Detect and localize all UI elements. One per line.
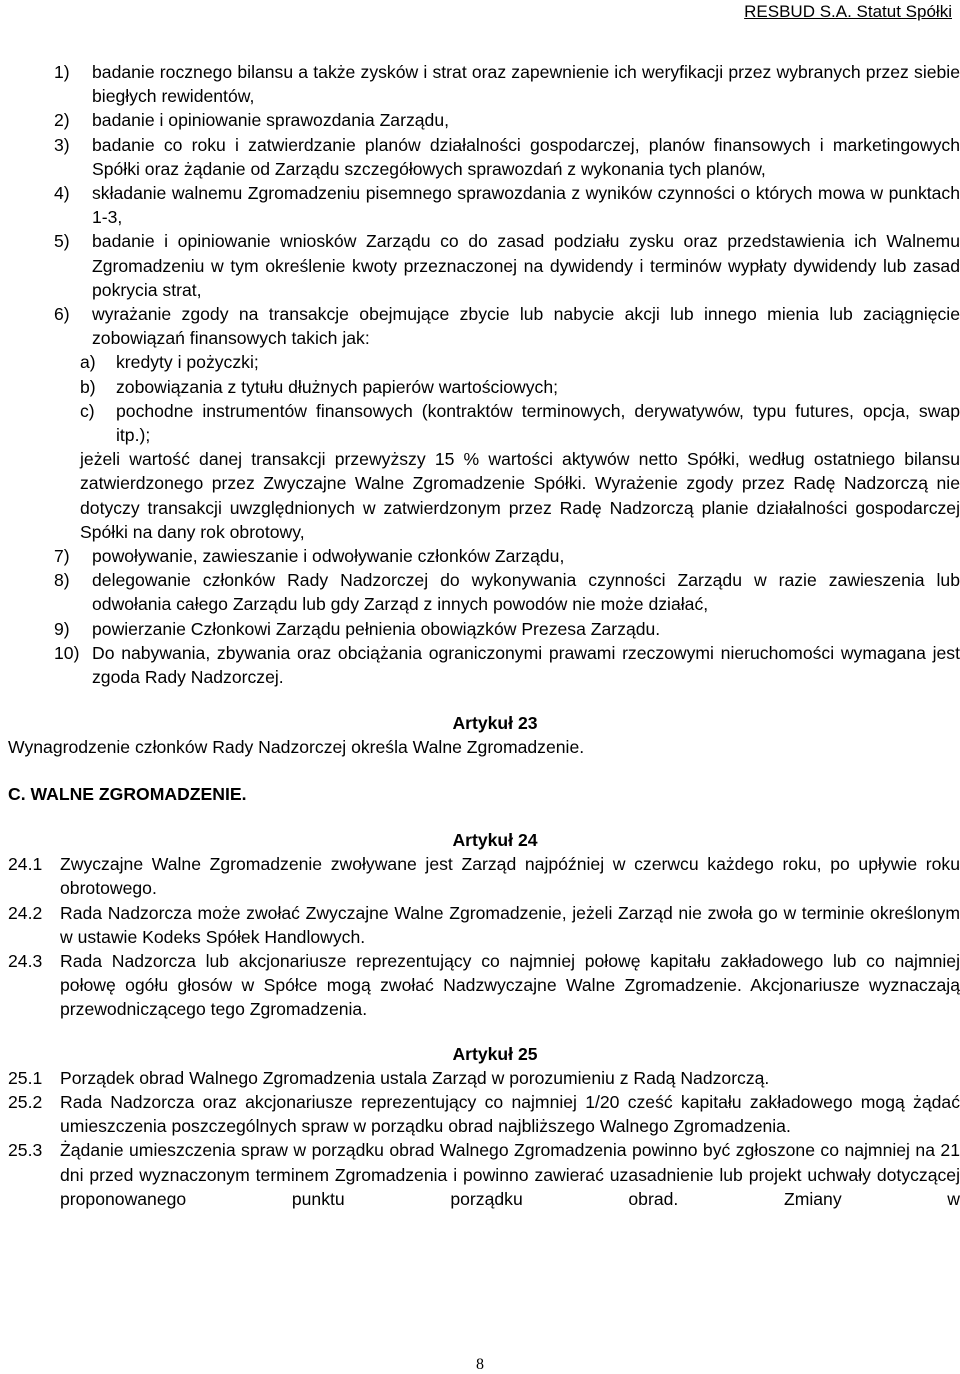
article-paragraph — [0, 1066, 960, 1090]
section-c-heading: C. WALNE ZGROMADZENIE. — [8, 783, 247, 804]
sub-list-item — [0, 375, 960, 399]
paragraph-text: Rada Nadzorcza oraz akcjonariusze reprezentujący co najmniej 1/20 cześć kapitału zakładowego mogą żądać umieszczenia poszczególnych spraw w porządku obrad najbliższego Walnego Zgromadzenia. — [60, 1091, 960, 1137]
list-number: 2) — [54, 110, 70, 131]
paragraph-number: 25.1 — [8, 1067, 43, 1088]
list-item — [0, 617, 960, 641]
list-item — [0, 181, 960, 229]
sub-list-text: pochodne instrumentów finansowych (kontraktów terminowych, derywatywów, typu futures, opcja, swap itp.); — [116, 400, 960, 446]
sub-list-text: zobowiązania z tytułu dłużnych papierów wartościowych; — [116, 376, 559, 397]
sub-list-letter: c) — [80, 400, 95, 421]
paragraph-text: Zwyczajne Walne Zgromadzenie zwoływane jest Zarząd najpóźniej w czerwcu każdego roku, po upływie roku obrotowego. — [60, 854, 960, 899]
list-text: badanie i opiniowanie sprawozdania Zarządu, — [92, 110, 449, 131]
list-item — [0, 229, 960, 302]
sub-list-text: kredyty i pożyczki; — [116, 352, 259, 373]
paragraph-number: 25.2 — [8, 1091, 43, 1112]
list-number: 5) — [54, 231, 70, 252]
list-item — [0, 133, 960, 181]
sub-list-letter: b) — [80, 376, 96, 397]
list-text: Do nabywania, zbywania oraz obciążania ograniczonymi prawami rzeczowymi nieruchomości wymagana jest zgoda Rady Nadzorczej. — [92, 642, 960, 688]
article-23-text: Wynagrodzenie członków Rady Nadzorczej określa Walne Zgromadzenie. — [8, 737, 585, 758]
document-header: RESBUD S.A. Statut Spółki — [744, 2, 952, 21]
paragraph-text: Żądanie umieszczenia spraw w porządku obrad Walnego Zgromadzenia powinno być zgłoszone co najmniej na 21 dni przed wyznaczonym terminem Zgromadzenia i powinno zawierać uzasadnienie lub projekt uchwały dotyczącej proponowanego punktu porządku obrad. Zmiany w — [60, 1140, 960, 1209]
list-item — [0, 302, 960, 350]
paragraph-text: Rada Nadzorcza lub akcjonariusze reprezentujący co najmniej połowę kapitału zakładowego lub co najmniej połowę ogółu głosów w Spółce mogą zwołać Nadzwyczajne Walne Zgromadzenie. Akcjonariusze wyznaczają przewodniczącego tego Zgromadzenia. — [60, 950, 960, 1020]
list-text: powierzanie Członkowi Zarządu pełnienia obowiązków Prezesa Zarządu. — [92, 618, 661, 639]
list-number: 7) — [54, 546, 70, 567]
item6-continuation: jeżeli wartość danej transakcji przewyższy 15 % wartości aktywów netto Spółki, według ostatniego bilansu zatwierdzonego przez Zwyczajne Walne Zgromadzenie Spółki. Wyrażenie zgody przez Radę Nadzorczą nie dotyczy transakcji uwzględnionych w zatwierdzonym przez Radę Nadzorczą planie działalności gospodarczej Spółki na dany rok obrotowy, — [80, 449, 960, 542]
sub-list-item — [0, 350, 960, 374]
list-number: 8) — [54, 570, 70, 591]
paragraph-number: 24.1 — [8, 854, 43, 875]
paragraph-number: 25.3 — [8, 1140, 43, 1161]
list-number: 4) — [54, 183, 70, 204]
article-paragraph — [0, 1090, 960, 1138]
list-text: powoływanie, zawieszanie i odwoływanie członków Zarządu, — [92, 546, 565, 567]
article-paragraph — [0, 1138, 960, 1211]
sub-list-letter: a) — [80, 352, 96, 373]
list-item — [0, 108, 960, 132]
article-23-heading: Artykuł 23 — [452, 713, 538, 734]
list-number: 9) — [54, 618, 70, 639]
paragraph-number: 24.3 — [8, 950, 43, 971]
list-item — [0, 60, 960, 108]
sub-list-item — [0, 399, 960, 447]
list-text: badanie i opiniowanie wniosków Zarządu co do zasad podziału zysku oraz przedstawienia ich Walnemu Zgromadzeniu w tym określenie kwoty przeznaczonej na dywidendy i terminów wypłaty dywidendy lub zasad pokrycia strat, — [92, 231, 960, 300]
article-paragraph — [0, 901, 960, 949]
paragraph-text: Rada Nadzorcza może zwołać Zwyczajne Walne Zgromadzenie, jeżeli Zarząd nie zwoła go w terminie określonym w ustawie Kodeks Spółek Handlowych. — [60, 902, 960, 947]
list-item — [0, 641, 960, 689]
list-item — [0, 568, 960, 616]
page-number: 8 — [476, 1356, 484, 1373]
article-25-heading: Artykuł 25 — [452, 1043, 538, 1064]
list-text: delegowanie członków Rady Nadzorczej do wykonywania czynności Zarządu w razie zawieszenia lub odwołania całego Zarządu lub gdy Zarząd z innych powodów nie może działać, — [92, 570, 960, 615]
list-number: 1) — [54, 62, 70, 82]
list-number: 3) — [54, 134, 70, 155]
document-body — [0, 60, 960, 1211]
paragraph-number: 24.2 — [8, 902, 43, 923]
list-number: 6) — [54, 304, 70, 325]
article-paragraph — [0, 949, 960, 1022]
paragraph-text: Porządek obrad Walnego Zgromadzenia ustala Zarząd w porozumieniu z Radą Nadzorczą. — [60, 1067, 770, 1088]
list-text: badanie co roku i zatwierdzanie planów działalności gospodarczej, planów finansowych i marketingowych Spółki oraz żądanie od Zarządu szczegółowych sprawozdań z wykonania tych planów, — [92, 134, 960, 179]
article-24-heading: Artykuł 24 — [452, 829, 538, 850]
list-item — [0, 544, 960, 568]
list-text: wyrażanie zgody na transakcje obejmujące zbycie lub nabycie akcji lub innego mienia lub zaciągnięcie zobowiązań finansowych takich jak: — [92, 304, 960, 349]
list-text: badanie rocznego bilansu a także zysków i strat oraz zapewnienie ich weryfikacji przez wybranych przez siebie biegłych rewidentów, — [92, 62, 960, 107]
article-paragraph — [0, 852, 960, 900]
list-number: 10) — [54, 642, 80, 663]
list-text: składanie walnemu Zgromadzeniu pisemnego sprawozdania z wyników czynności o których mowa w punktach 1-3, — [92, 183, 960, 228]
